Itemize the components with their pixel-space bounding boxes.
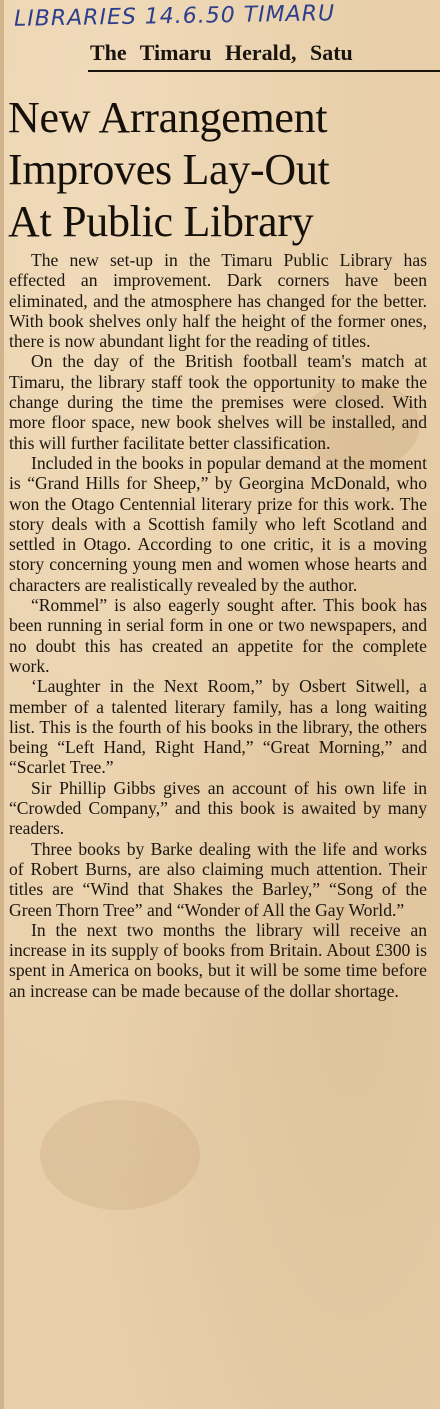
headline-line: Improves Lay-Out [8, 145, 330, 194]
article-paragraph: The new set-up in the Timaru Public Library has effected an improvement. Dark corners have been eliminated, and the atmosphere has changed for the better. With book shelves only half the height of the former ones, there is now abundant light for the reading of titles. [9, 250, 427, 352]
headline-line: At Public Library [8, 197, 314, 246]
article-paragraph: Three books by Barke dealing with the life and works of Robert Burns, are also claiming much attention. Their titles are “Wind that Shakes the Barley,” “Song of the Green Thorn Tree” and “Wonder of All the Gay World.” [9, 838, 427, 920]
paper-edge [0, 0, 4, 1409]
paper-stain [40, 1100, 200, 1210]
newspaper-masthead: The Timaru Herald, Satu [90, 40, 353, 65]
article-headline [8, 92, 438, 248]
handwritten-annotation: LIBRARIES 14.6.50 TIMARU [13, 1, 336, 32]
article-paragraph: Sir Phillip Gibbs gives an account of his own life in “Crowded Company,” and this book is awaited by many readers. [9, 777, 427, 839]
article-paragraph: “Rommel” is also eagerly sought after. This book has been running in serial form in one or two newspapers, and no doubt this has created an appetite for the complete work. [9, 595, 427, 676]
article-paragraph: Included in the books in popular demand at the moment is “Grand Hills for Sheep,” by Georgina McDonald, who won the Otago Centennial literary prize for this work. The story deals with a Scottish family who left Scotland and settled in Otago. According to one critic, it is a moving story concerning young men and women whose hearts and characters are realistically revealed by the author. [9, 452, 427, 595]
article-body [9, 250, 427, 1001]
article-paragraph: On the day of the British football team's match at Timaru, the library staff took the opportunity to make the change during the time the premises were closed. With more floor space, new book shelves will be installed, and this will further facilitate better classification. [9, 351, 427, 453]
masthead-rule [88, 70, 440, 72]
headline-line: New Arrangement [8, 93, 328, 142]
article-paragraph: In the next two months the library will receive an increase in its supply of books from Britain. About £300 is spent in America on books, but it will be some time before an increase can be made because of the dollar shortage. [9, 919, 427, 1001]
article-paragraph: ‘Laughter in the Next Room,” by Osbert Sitwell, a member of a talented literary family, has a long waiting list. This is the fourth of his books in the library, the others being “Left Hand, Right Hand,” “Great Morning,” and “Scarlet Tree.” [9, 676, 427, 778]
